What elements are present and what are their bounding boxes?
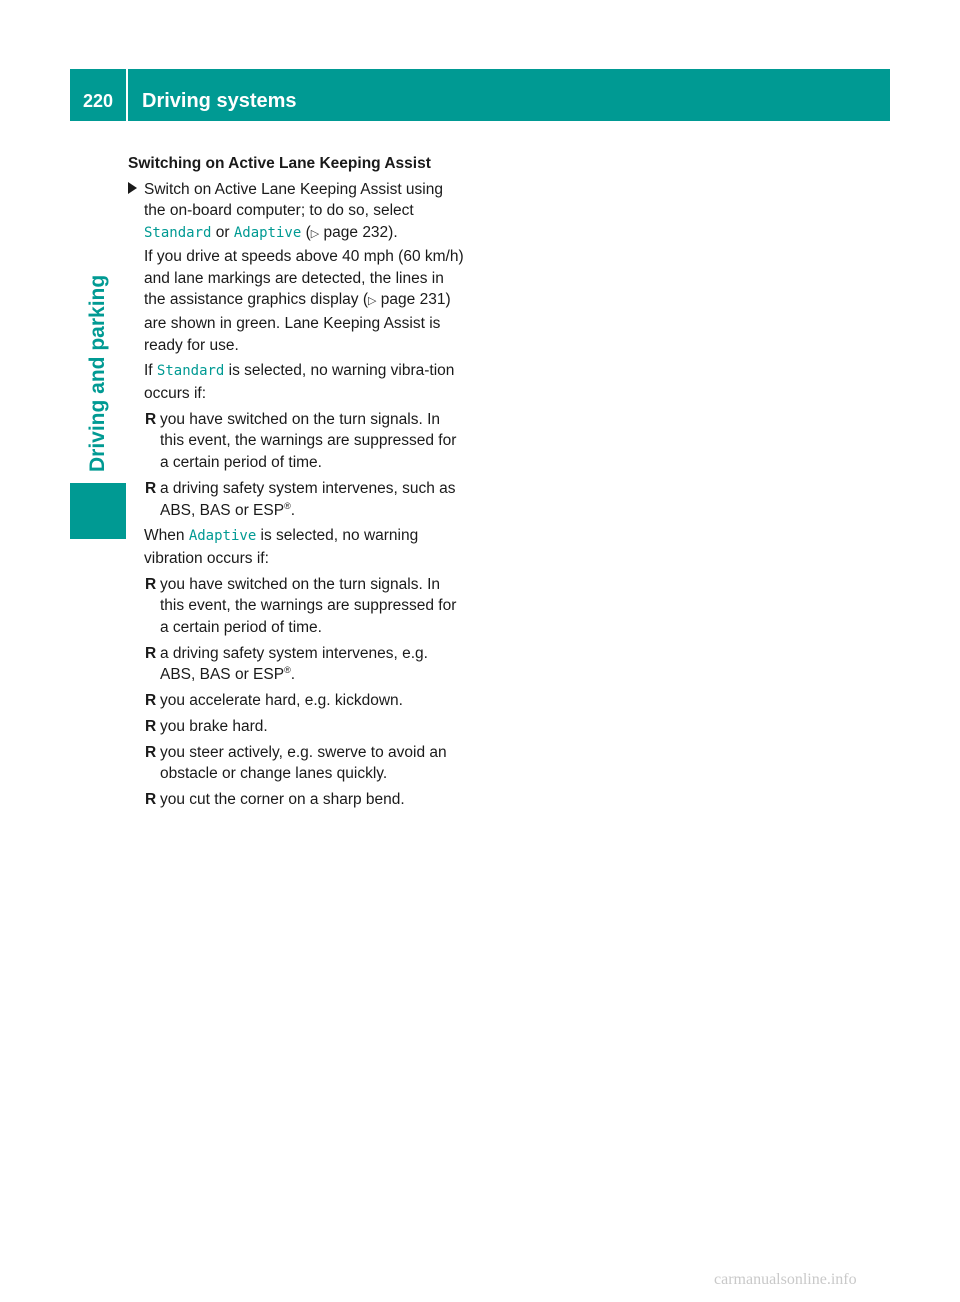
paragraph-text: If you drive at speeds above 40 mph (60 km/h) and lane markings are detected, the lines in the assistance graphics display (	[144, 247, 464, 309]
list-item	[128, 716, 464, 738]
period: .	[290, 666, 296, 684]
bullet-icon: R	[145, 410, 157, 428]
bullet-icon: R	[145, 717, 157, 735]
option-standard: Standard	[144, 225, 212, 242]
paragraph-text: is selected, no warning vibration occurs if:	[144, 527, 419, 567]
triangle-right-icon	[128, 182, 137, 194]
list-item-text: you steer actively, e.g. swerve to avoid an obstacle or change lanes quickly.	[160, 743, 447, 783]
list-item-text: a driving safety system intervenes, such as ABS, BAS or ESP	[160, 479, 456, 519]
ref-open: (	[301, 224, 311, 242]
step-text-or: or	[211, 224, 234, 242]
list-item-text: you cut the corner on a sharp bend.	[160, 790, 405, 808]
list-item	[128, 478, 464, 521]
side-tab-block	[70, 483, 126, 539]
section-heading: Switching on Active Lane Keeping Assist	[128, 155, 431, 172]
paragraph-standard	[128, 360, 464, 404]
list-item	[128, 789, 464, 811]
page-ref-icon: ▷	[368, 295, 377, 308]
page-ref-link[interactable]: page 232).	[319, 224, 398, 242]
bullet-icon: R	[145, 692, 157, 710]
list-item	[128, 742, 464, 785]
instruction-step	[128, 179, 464, 246]
list-item	[128, 643, 464, 686]
option-standard: Standard	[156, 363, 225, 380]
list-item	[128, 574, 464, 639]
option-adaptive: Adaptive	[188, 528, 257, 545]
bullet-icon: R	[145, 743, 157, 761]
page-number: 220	[82, 91, 114, 111]
list-item	[128, 409, 464, 474]
list-item-text: you accelerate hard, e.g. kickdown.	[160, 692, 403, 710]
registered-mark: ®	[284, 665, 291, 676]
paragraph-text: When	[144, 527, 189, 545]
paragraph-adaptive	[128, 525, 464, 569]
paragraph-ready	[128, 246, 464, 357]
list-item-text: a driving safety system intervenes, e.g. ABS, BAS or ESP	[160, 644, 428, 684]
paragraph-text: is selected, no warning vibra-tion occurs if:	[144, 362, 455, 403]
list-item-text: you have switched on the turn signals. In this event, the warnings are suppressed for a certain period of time.	[160, 575, 457, 637]
list-item-text: you have switched on the turn signals. In this event, the warnings are suppressed for a certain period of time.	[160, 410, 457, 472]
section-title: Driving systems	[142, 90, 297, 112]
bullet-icon: R	[145, 644, 157, 662]
bullet-icon: R	[145, 790, 157, 808]
registered-mark: ®	[284, 500, 291, 511]
watermark: carmanualsonline.info	[714, 1271, 857, 1288]
paragraph-text: If	[144, 362, 157, 380]
bullet-icon: R	[145, 575, 157, 593]
header-divider	[126, 69, 128, 121]
list-item-text: you brake hard.	[160, 717, 268, 735]
main-content	[128, 153, 464, 811]
page-ref-icon: ▷	[310, 228, 320, 241]
bullet-icon: R	[145, 479, 157, 497]
step-text: Switch on Active Lane Keeping Assist using the on-board computer; to do so, select	[144, 180, 443, 220]
period: .	[290, 501, 296, 519]
option-adaptive: Adaptive	[233, 225, 302, 242]
page-ref-link[interactable]: page 231) are shown in green. Lane Keeping Assist is ready for use.	[144, 291, 451, 354]
list-item	[128, 690, 464, 712]
side-tab-label: Driving and parking	[86, 274, 109, 472]
